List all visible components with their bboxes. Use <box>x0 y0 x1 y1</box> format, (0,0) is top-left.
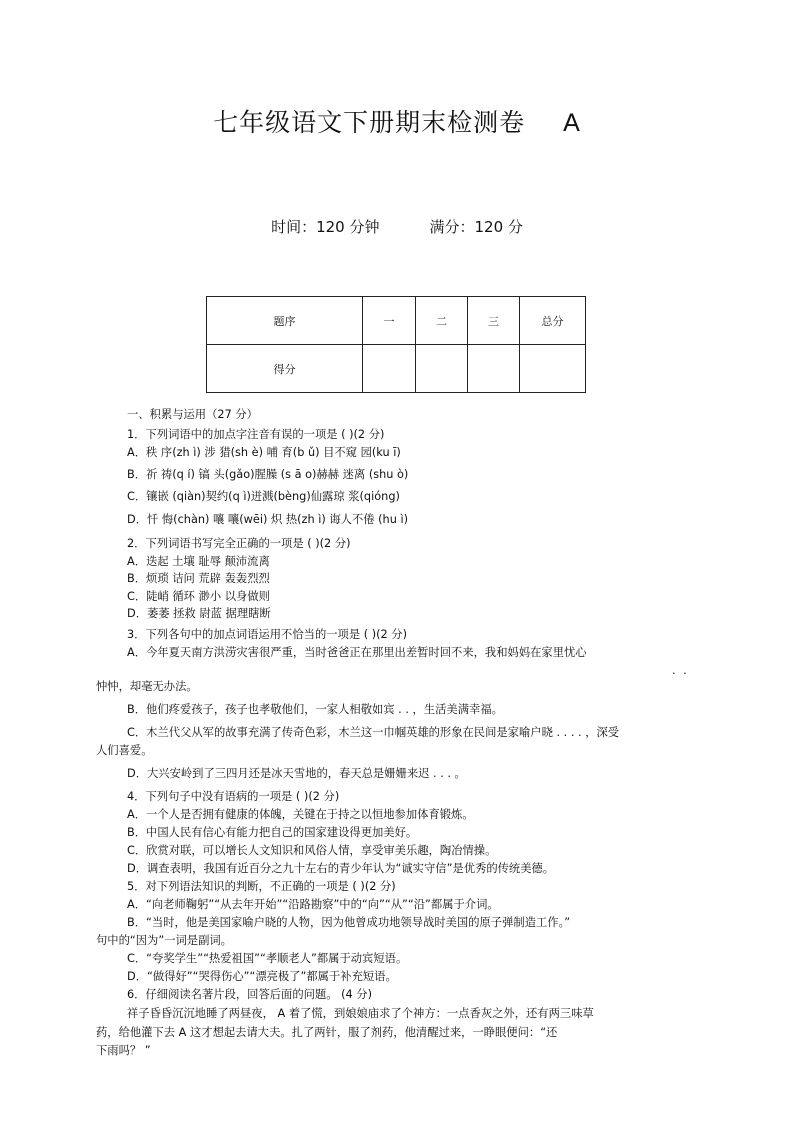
question-line: 4．下列句子中没有语病的一项是 ( )(2 分) <box>127 790 340 803</box>
title-text: 七年级语文下册期末检测卷 <box>213 108 526 137</box>
option-line: C．欣赏对联，可以增长人文知识和风俗人情，享受审美乐趣，陶冶情操。 <box>127 844 497 857</box>
exam-score: 满分：120 分 <box>429 218 523 236</box>
option-line: A．秩 序(zh ì) 涉 猎(sh è) 哺 育(b ǔ) 目不窥 园(ku ī) <box>127 446 401 459</box>
emphasis-dots: . . <box>672 664 689 677</box>
header-cell: 三 <box>468 297 520 345</box>
option-line: D．大兴安岭到了三四月还是冰天雪地的，春天总是姗姗来迟 . . . 。 <box>127 767 466 780</box>
option-line: C．陡峭 循环 渺小 以身做则 <box>127 590 270 603</box>
page-title <box>0 103 794 139</box>
score-cell <box>468 345 520 393</box>
option-line: B．他们疼爱孩子，孩子也孝敬他们，一家人相敬如宾 . . ，生活美满幸福。 <box>127 703 503 716</box>
option-line: A．“向老师鞠躬”“从去年开始”“沿路勘察”中的“向”“从”“沿”都属于介词。 <box>127 898 499 911</box>
option-line: C．镶嵌 (qiàn)契约(q ì)迸溅(bèng)仙露琼 浆(qióng) <box>127 490 400 503</box>
option-line: B．烦琐 诘问 荒辟 轰轰烈烈 <box>127 572 270 585</box>
option-line: C．木兰代父从军的故事充满了传奇色彩，木兰这一巾帼英雄的形象在民间是家喻户晓 . . . . ，深受 <box>127 726 620 739</box>
score-table <box>206 296 586 393</box>
header-cell: 总分 <box>520 297 586 345</box>
option-line: A．一个人是否拥有健康的体魄，关键在于持之以恒地参加体育锻炼。 <box>127 808 474 821</box>
option-line: A．迭起 土壤 耻辱 颠沛流离 <box>127 555 270 568</box>
option-continuation: 忡忡，却毫无办法。 <box>96 680 198 693</box>
option-continuation: 句中的“因为”一词是副词。 <box>96 934 232 947</box>
option-line: D．“做得好”“哭得伤心”“漂亮极了”都属于补充短语。 <box>127 970 397 983</box>
option-line: B．“当时，他是美国家喻户晓的人物，因为他曾成功地领导战时美国的原子弹制造工作。” <box>127 916 571 929</box>
header-cell: 二 <box>416 297 468 345</box>
passage-line: 祥子昏昏沉沉地睡了两昼夜， A 着了慌，到娘娘庙求了个神方：一点香灰之外，还有两三味草 <box>127 1007 594 1020</box>
question-line: 1．下列词语中的加点字注音有误的一项是 ( )(2 分) <box>127 428 385 441</box>
option-line: D．调查表明，我国有近百分之九十左右的青少年认为“诚实守信”是优秀的传统美德。 <box>127 862 555 875</box>
passage-line: 药，给他灌下去 A 这才想起去请大夫。扎了两针，服了剂药，他清醒过来，一睁眼便问：“还 <box>96 1026 558 1039</box>
question-line: 5．对下列语法知识的判断，不正确的一项是 ( )(2 分) <box>127 880 396 893</box>
option-line: D．萎萎 拯救 尉蓝 据理瞎断 <box>127 607 271 620</box>
option-line: B．中国人民有信心有能力把自己的国家建设得更加美好。 <box>127 826 418 839</box>
score-cell <box>520 345 586 393</box>
score-table-score-row <box>207 345 586 393</box>
score-cell <box>363 345 416 393</box>
exam-time: 时间：120 分钟 <box>271 218 380 236</box>
exam-meta <box>0 216 794 237</box>
passage-line: 下雨吗？ ” <box>96 1044 151 1057</box>
option-line: C．“夸奖学生”“热爱祖国”“孝顺老人”都属于动宾短语。 <box>127 952 408 965</box>
row-label-cell: 得分 <box>207 345 363 393</box>
option-line: A．今年夏天南方洪涝灾害很严重，当时爸爸正在那里出差暂时回不来，我和妈妈在家里忧心 <box>127 646 587 659</box>
score-table-header-row <box>207 297 586 345</box>
question-line: 2．下列词语书写完全正确的一项是 ( )(2 分) <box>127 537 351 550</box>
header-cell: 一 <box>363 297 416 345</box>
option-continuation: 人们喜爱。 <box>96 744 153 757</box>
title-suffix: A <box>563 109 581 137</box>
question-line: 3．下列各句中的加点词语运用不恰当的一项是 ( )(2 分) <box>127 628 408 641</box>
question-line: 6．仔细阅读名著片段，回答后面的问题。 (4 分) <box>127 988 373 1001</box>
score-cell <box>416 345 468 393</box>
option-line: B．祈 祷(q í) 镐 头(gǎo)腥臊 (s ā o)赫赫 迷离 (shu ò) <box>127 468 409 481</box>
header-cell: 题序 <box>207 297 363 345</box>
option-line: D．忏 悔(chàn) 嚷 嚷(wēi) 炽 热(zh ì) 诲人不倦 (hu ì) <box>127 513 409 526</box>
section-heading: 一、积累与运用（27 分） <box>127 408 258 421</box>
